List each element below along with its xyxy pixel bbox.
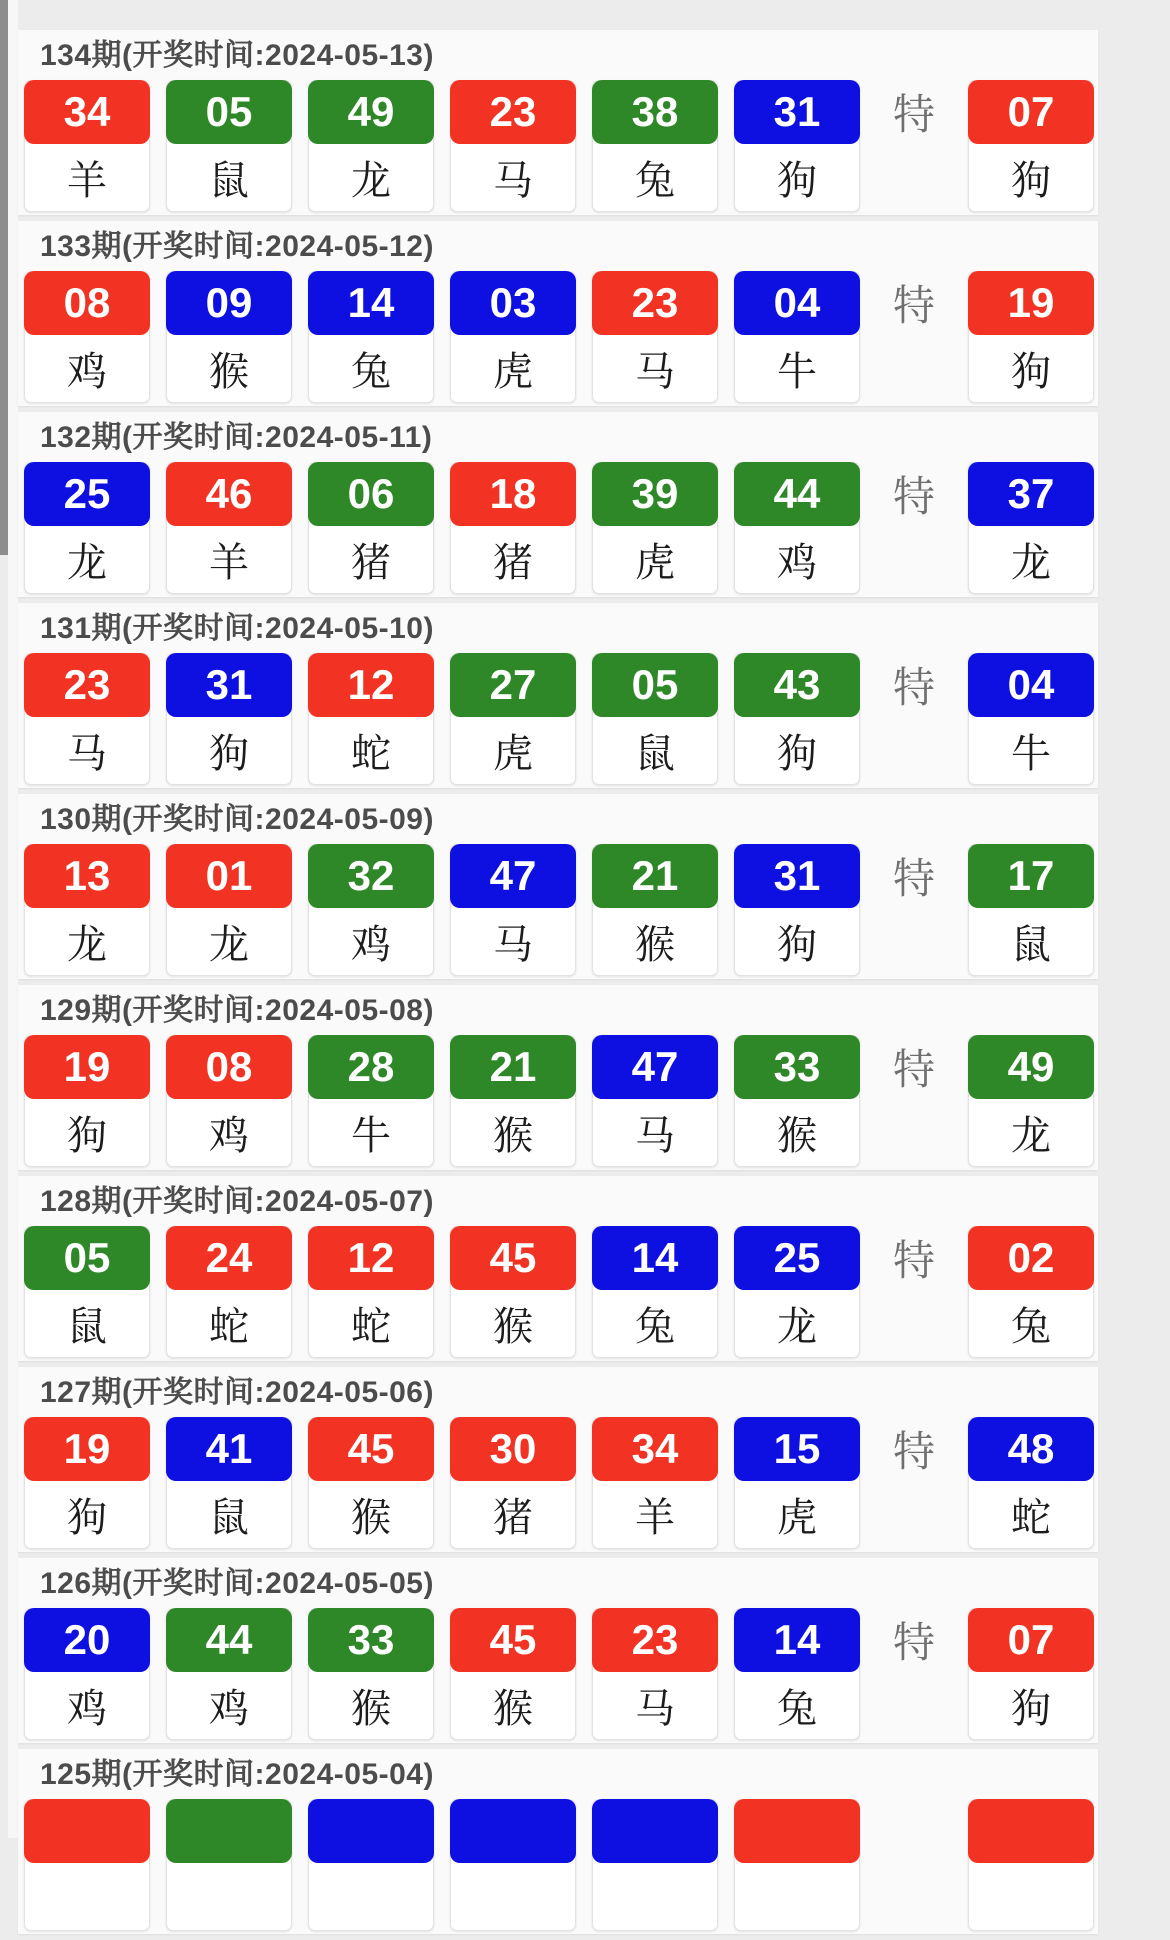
ball-cell <box>24 271 150 403</box>
draw-block <box>18 30 1098 215</box>
ball-cell <box>450 844 576 976</box>
special-label <box>876 1799 952 1863</box>
ball-number <box>734 1799 860 1863</box>
ball-zodiac: 牛 <box>351 1114 391 1158</box>
ball-cell <box>592 1226 718 1358</box>
ball-number: 47 <box>592 1035 718 1099</box>
draw-block <box>18 1558 1098 1743</box>
ball-row <box>24 1035 1098 1167</box>
ball-number: 31 <box>734 844 860 908</box>
ball-zodiac: 兔 <box>635 1305 675 1349</box>
special-ball-number: 07 <box>968 1608 1094 1672</box>
ball-cell <box>24 1608 150 1740</box>
ball-cell <box>24 80 150 212</box>
special-ball-cell <box>968 271 1094 403</box>
ball-number: 05 <box>24 1226 150 1290</box>
ball-cell <box>450 462 576 594</box>
ball-number: 19 <box>24 1035 150 1099</box>
ball-cell <box>592 462 718 594</box>
special-ball-zodiac: 鼠 <box>1011 923 1051 967</box>
ball-number: 28 <box>308 1035 434 1099</box>
ball-number: 45 <box>450 1226 576 1290</box>
ball-row <box>24 271 1098 403</box>
draw-title: 125期(开奖时间:2024-05-04) <box>40 1758 434 1791</box>
ball-cell <box>166 1417 292 1549</box>
ball-zodiac: 狗 <box>777 159 817 203</box>
ball-number: 30 <box>450 1417 576 1481</box>
special-label: 特 <box>892 664 935 711</box>
special-ball-zodiac: 蛇 <box>1011 1496 1051 1540</box>
ball-cell <box>734 1226 860 1358</box>
draw-title: 131期(开奖时间:2024-05-10) <box>40 612 434 645</box>
ball-number: 23 <box>592 271 718 335</box>
ball-cell <box>450 1608 576 1740</box>
ball-cell <box>308 80 434 212</box>
ball-zodiac: 马 <box>493 159 533 203</box>
draw-block <box>18 985 1098 1170</box>
ball-zodiac: 羊 <box>635 1496 675 1540</box>
ball-zodiac: 鼠 <box>67 1305 107 1349</box>
ball-cell <box>450 271 576 403</box>
draw-title: 130期(开奖时间:2024-05-09) <box>40 803 434 836</box>
ball-cell <box>166 1226 292 1358</box>
ball-zodiac: 猴 <box>493 1305 533 1349</box>
ball-zodiac: 鸡 <box>67 350 107 394</box>
ball-cell <box>450 1799 576 1931</box>
ball-zodiac: 鼠 <box>209 1496 249 1540</box>
ball-zodiac: 猪 <box>351 541 391 585</box>
ball-zodiac: 羊 <box>209 541 249 585</box>
ball-zodiac: 马 <box>635 1114 675 1158</box>
ball-number: 08 <box>24 271 150 335</box>
ball-cell <box>166 80 292 212</box>
ball-number: 31 <box>734 80 860 144</box>
ball-row <box>24 1799 1098 1931</box>
draw-title: 133期(开奖时间:2024-05-12) <box>40 230 434 263</box>
ball-cell <box>734 1799 860 1931</box>
ball-number: 34 <box>592 1417 718 1481</box>
ball-zodiac: 龙 <box>209 923 249 967</box>
ball-row <box>24 653 1098 785</box>
ball-zodiac: 猴 <box>493 1687 533 1731</box>
ball-zodiac: 虎 <box>493 350 533 394</box>
draw-block <box>18 794 1098 979</box>
special-ball-number: 19 <box>968 271 1094 335</box>
ball-number <box>592 1799 718 1863</box>
ball-zodiac: 龙 <box>67 923 107 967</box>
ball-row <box>24 462 1098 594</box>
ball-number: 41 <box>166 1417 292 1481</box>
ball-zodiac: 马 <box>67 732 107 776</box>
special-ball-zodiac: 狗 <box>1011 350 1051 394</box>
special-ball-cell <box>968 844 1094 976</box>
ball-number: 05 <box>592 653 718 717</box>
special-ball-number: 07 <box>968 80 1094 144</box>
special-ball-cell <box>968 653 1094 785</box>
draw-title: 129期(开奖时间:2024-05-08) <box>40 994 434 1027</box>
special-ball-number: 49 <box>968 1035 1094 1099</box>
ball-cell <box>450 1226 576 1358</box>
draw-title: 132期(开奖时间:2024-05-11) <box>40 421 433 454</box>
ball-number: 34 <box>24 80 150 144</box>
ball-zodiac: 鸡 <box>209 1114 249 1158</box>
ball-cell <box>166 1608 292 1740</box>
ball-cell <box>450 653 576 785</box>
draw-block <box>18 1176 1098 1361</box>
ball-zodiac: 兔 <box>351 350 391 394</box>
ball-number: 14 <box>734 1608 860 1672</box>
ball-cell <box>734 1608 860 1740</box>
ball-number: 01 <box>166 844 292 908</box>
ball-cell <box>24 844 150 976</box>
ball-number: 20 <box>24 1608 150 1672</box>
special-ball-cell <box>968 80 1094 212</box>
special-ball-zodiac: 龙 <box>1011 1114 1051 1158</box>
ball-zodiac <box>593 1863 717 1930</box>
ball-zodiac: 马 <box>635 350 675 394</box>
ball-zodiac: 虎 <box>777 1496 817 1540</box>
ball-number: 44 <box>734 462 860 526</box>
draw-title: 127期(开奖时间:2024-05-06) <box>40 1376 434 1409</box>
ball-cell <box>24 1226 150 1358</box>
special-ball-number: 02 <box>968 1226 1094 1290</box>
ball-zodiac: 猴 <box>351 1496 391 1540</box>
ball-cell <box>592 1799 718 1931</box>
ball-number <box>24 1799 150 1863</box>
ball-number: 14 <box>308 271 434 335</box>
ball-cell <box>734 462 860 594</box>
special-ball-number: 17 <box>968 844 1094 908</box>
ball-cell <box>308 271 434 403</box>
special-ball-cell <box>968 1799 1094 1931</box>
ball-zodiac <box>309 1863 433 1930</box>
ball-number: 18 <box>450 462 576 526</box>
ball-number: 04 <box>734 271 860 335</box>
ball-number: 19 <box>24 1417 150 1481</box>
ball-zodiac: 猴 <box>209 350 249 394</box>
ball-cell <box>734 1035 860 1167</box>
special-label: 特 <box>892 1619 935 1666</box>
ball-number: 27 <box>450 653 576 717</box>
special-ball-zodiac: 狗 <box>1011 1687 1051 1731</box>
special-ball-number: 04 <box>968 653 1094 717</box>
ball-cell <box>592 844 718 976</box>
ball-number: 47 <box>450 844 576 908</box>
ball-zodiac: 龙 <box>351 159 391 203</box>
ball-cell <box>308 462 434 594</box>
special-ball-cell <box>968 462 1094 594</box>
ball-cell <box>166 653 292 785</box>
draw-title: 128期(开奖时间:2024-05-07) <box>40 1185 434 1218</box>
ball-row <box>24 80 1098 212</box>
ball-number: 24 <box>166 1226 292 1290</box>
ball-number: 14 <box>592 1226 718 1290</box>
ball-zodiac: 虎 <box>493 732 533 776</box>
ball-cell <box>308 1226 434 1358</box>
ball-cell <box>308 1799 434 1931</box>
ball-number: 23 <box>24 653 150 717</box>
special-ball-number: 37 <box>968 462 1094 526</box>
ball-cell <box>166 1799 292 1931</box>
ball-number: 44 <box>166 1608 292 1672</box>
ball-number: 33 <box>734 1035 860 1099</box>
ball-cell <box>734 271 860 403</box>
ball-cell <box>24 1035 150 1167</box>
ball-zodiac: 兔 <box>635 159 675 203</box>
draw-block <box>18 1749 1098 1934</box>
ball-cell <box>592 271 718 403</box>
ball-cell <box>308 1035 434 1167</box>
ball-cell <box>24 1417 150 1549</box>
ball-cell <box>166 1035 292 1167</box>
ball-number: 03 <box>450 271 576 335</box>
ball-cell <box>592 653 718 785</box>
special-ball-zodiac <box>969 1863 1093 1930</box>
ball-zodiac: 马 <box>493 923 533 967</box>
ball-zodiac: 狗 <box>777 732 817 776</box>
ball-number: 15 <box>734 1417 860 1481</box>
ball-row <box>24 1226 1098 1358</box>
ball-number: 21 <box>450 1035 576 1099</box>
ball-zodiac: 猪 <box>493 541 533 585</box>
scrollbar-thumb[interactable] <box>0 0 8 555</box>
ball-number <box>308 1799 434 1863</box>
draw-block <box>18 412 1098 597</box>
ball-cell <box>166 271 292 403</box>
special-ball-zodiac: 牛 <box>1011 732 1051 776</box>
ball-cell <box>592 1608 718 1740</box>
special-label: 特 <box>892 855 935 902</box>
draw-title: 134期(开奖时间:2024-05-13) <box>40 39 434 72</box>
ball-number: 33 <box>308 1608 434 1672</box>
ball-zodiac: 狗 <box>777 923 817 967</box>
special-ball-number: 48 <box>968 1417 1094 1481</box>
ball-row <box>24 1608 1098 1740</box>
special-ball-cell <box>968 1035 1094 1167</box>
ball-row <box>24 844 1098 976</box>
ball-cell <box>592 1035 718 1167</box>
draw-title: 126期(开奖时间:2024-05-05) <box>40 1567 434 1600</box>
ball-number: 06 <box>308 462 434 526</box>
ball-number: 21 <box>592 844 718 908</box>
ball-cell <box>308 844 434 976</box>
ball-zodiac: 鼠 <box>209 159 249 203</box>
ball-cell <box>450 1035 576 1167</box>
ball-number: 43 <box>734 653 860 717</box>
ball-cell <box>166 844 292 976</box>
ball-number: 39 <box>592 462 718 526</box>
ball-zodiac: 狗 <box>67 1114 107 1158</box>
ball-number: 13 <box>24 844 150 908</box>
special-ball-zodiac: 龙 <box>1011 541 1051 585</box>
ball-number: 08 <box>166 1035 292 1099</box>
ball-zodiac: 龙 <box>777 1305 817 1349</box>
ball-row <box>24 1417 1098 1549</box>
ball-zodiac <box>735 1863 859 1930</box>
ball-zodiac <box>451 1863 575 1930</box>
ball-zodiac <box>167 1863 291 1930</box>
ball-cell <box>734 1417 860 1549</box>
ball-zodiac: 牛 <box>777 350 817 394</box>
ball-cell <box>734 80 860 212</box>
ball-number: 23 <box>592 1608 718 1672</box>
ball-number: 49 <box>308 80 434 144</box>
ball-number: 38 <box>592 80 718 144</box>
ball-number: 46 <box>166 462 292 526</box>
special-ball-cell <box>968 1608 1094 1740</box>
ball-zodiac: 马 <box>635 1687 675 1731</box>
special-ball-zodiac: 狗 <box>1011 159 1051 203</box>
ball-cell <box>24 1799 150 1931</box>
special-label: 特 <box>892 1046 935 1093</box>
ball-zodiac: 猴 <box>493 1114 533 1158</box>
ball-number: 25 <box>734 1226 860 1290</box>
ball-zodiac: 猪 <box>493 1496 533 1540</box>
ball-cell <box>450 1417 576 1549</box>
ball-zodiac: 蛇 <box>351 1305 391 1349</box>
ball-cell <box>592 1417 718 1549</box>
ball-cell <box>734 653 860 785</box>
ball-number: 31 <box>166 653 292 717</box>
special-label: 特 <box>892 1237 935 1284</box>
special-ball-number <box>968 1799 1094 1863</box>
draw-block <box>18 603 1098 788</box>
ball-number: 45 <box>450 1608 576 1672</box>
ball-zodiac: 狗 <box>209 732 249 776</box>
draw-block <box>18 221 1098 406</box>
ball-zodiac: 鸡 <box>777 541 817 585</box>
ball-number: 32 <box>308 844 434 908</box>
ball-cell <box>308 1608 434 1740</box>
ball-zodiac: 鸡 <box>351 923 391 967</box>
ball-number: 25 <box>24 462 150 526</box>
left-gutter <box>8 0 18 1838</box>
special-label: 特 <box>892 91 935 138</box>
ball-number: 05 <box>166 80 292 144</box>
lottery-results-list <box>18 30 1098 1940</box>
ball-number: 45 <box>308 1417 434 1481</box>
ball-zodiac: 鸡 <box>67 1687 107 1731</box>
ball-zodiac: 龙 <box>67 541 107 585</box>
ball-zodiac: 蛇 <box>351 732 391 776</box>
ball-cell <box>308 1417 434 1549</box>
ball-zodiac: 虎 <box>635 541 675 585</box>
special-label: 特 <box>892 1428 935 1475</box>
draw-block <box>18 1367 1098 1552</box>
ball-cell <box>24 653 150 785</box>
special-label: 特 <box>892 473 935 520</box>
ball-zodiac: 鼠 <box>635 732 675 776</box>
ball-cell <box>734 844 860 976</box>
ball-cell <box>592 80 718 212</box>
ball-zodiac: 猴 <box>777 1114 817 1158</box>
ball-cell <box>24 462 150 594</box>
special-ball-cell <box>968 1417 1094 1549</box>
ball-number <box>450 1799 576 1863</box>
ball-zodiac: 猴 <box>351 1687 391 1731</box>
ball-zodiac: 鸡 <box>209 1687 249 1731</box>
ball-number: 23 <box>450 80 576 144</box>
ball-cell <box>308 653 434 785</box>
ball-zodiac: 猴 <box>635 923 675 967</box>
ball-zodiac: 兔 <box>777 1687 817 1731</box>
ball-number <box>166 1799 292 1863</box>
special-ball-cell <box>968 1226 1094 1358</box>
ball-cell <box>166 462 292 594</box>
ball-number: 12 <box>308 1226 434 1290</box>
ball-zodiac: 羊 <box>67 159 107 203</box>
ball-cell <box>450 80 576 212</box>
ball-number: 12 <box>308 653 434 717</box>
ball-number: 09 <box>166 271 292 335</box>
ball-zodiac: 蛇 <box>209 1305 249 1349</box>
ball-zodiac <box>25 1863 149 1930</box>
special-ball-zodiac: 兔 <box>1011 1305 1051 1349</box>
ball-zodiac: 狗 <box>67 1496 107 1540</box>
special-label: 特 <box>892 282 935 329</box>
